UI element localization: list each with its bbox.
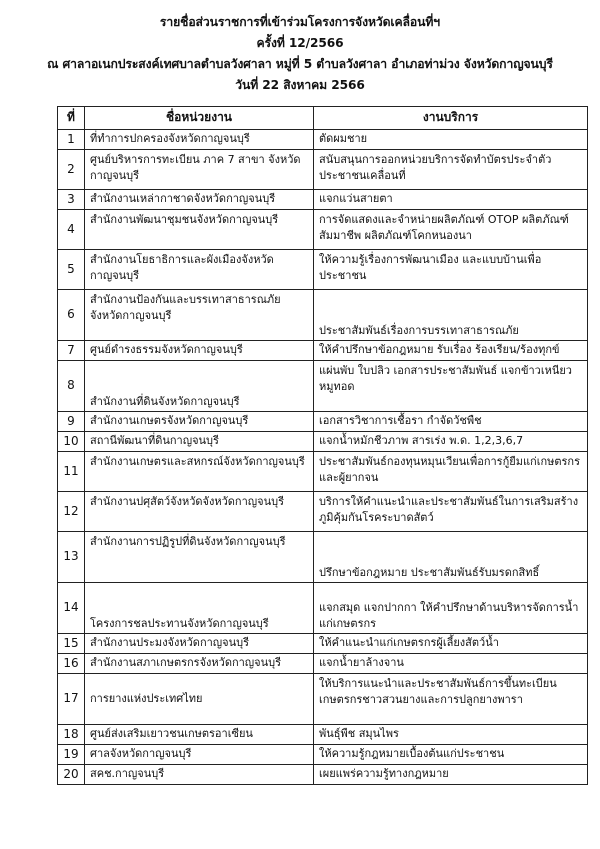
service-description: แจกสมุด แจกปากกา ให้คำปรึกษาด้านบริหารจัดการน้ำแก่เกษตรกร [314, 583, 588, 634]
agency-name: สำนักงานเกษตรจังหวัดกาญจนบุรี [85, 412, 314, 432]
row-number: 11 [58, 452, 85, 492]
agency-name: สคช.กาญจนบุรี [85, 765, 314, 785]
service-description: ให้คำแนะนำแก่เกษตรกรผู้เลี้ยงสัตว์น้ำ [314, 634, 588, 654]
row-number: 12 [58, 492, 85, 532]
row-number: 18 [58, 725, 85, 745]
service-description: แผ่นพับ ใบปลิว เอกสารประชาสัมพันธ์ แจกข้าวเหนียวหมูทอด [314, 361, 588, 412]
row-number: 2 [58, 150, 85, 190]
column-header-agency: ชื่อหน่วยงาน [85, 107, 314, 130]
row-number: 20 [58, 765, 85, 785]
agency-name: ที่ทำการปกครองจังหวัดกาญจนบุรี [85, 130, 314, 150]
table-row [58, 765, 588, 785]
heading-date: วันที่ 22 สิงหาคม 2566 [235, 78, 365, 92]
service-description: ให้ความรู้เรื่องการพัฒนาเมือง และแบบบ้านเพื่อประชาชน [314, 250, 588, 290]
row-number: 5 [58, 250, 85, 290]
service-description: ประชาสัมพันธ์กองทุนหมุนเวียนเพื่อการกู้ยืมแก่เกษตรกรและผู้ยากจน [314, 452, 588, 492]
row-number: 7 [58, 341, 85, 361]
row-number: 16 [58, 654, 85, 674]
service-description: ตัดผมชาย [314, 130, 588, 150]
service-description: เผยแพร่ความรู้ทางกฎหมาย [314, 765, 588, 785]
agency-name: สำนักงานประมงจังหวัดกาญจนบุรี [85, 634, 314, 654]
agency-name: ศูนย์ส่งเสริมเยาวชนเกษตรอาเซียน [85, 725, 314, 745]
agency-name: สำนักงานป้องกันและบรรเทาสาธารณภัยจังหวัดกาญจนบุรี [85, 290, 314, 341]
service-description: การจัดแสดงและจำหน่ายผลิตภัณฑ์ OTOP ผลิตภัณฑ์สัมมาชีพ ผลิตภัณฑ์โคกหนองนา [314, 210, 588, 250]
service-description: ให้ความรู้กฎหมายเบื้องต้นแก่ประชาชน [314, 745, 588, 765]
row-number: 19 [58, 745, 85, 765]
table-row [58, 654, 588, 674]
column-header-service: งานบริการ [314, 107, 588, 130]
service-description: แจกแว่นสายตา [314, 190, 588, 210]
table-row [58, 130, 588, 150]
table-row [58, 361, 588, 412]
table-header-row [58, 107, 588, 130]
service-description: ให้บริการแนะนำและประชาสัมพันธ์การขึ้นทะเบียนเกษตรกรชาวสวนยางและการปลูกยางพารา [314, 674, 588, 725]
heading-session: ครั้งที่ 12/2566 [256, 36, 344, 50]
row-number: 4 [58, 210, 85, 250]
agency-name: สำนักงานโยธาธิการและผังเมืองจังหวัดกาญจนบุรี [85, 250, 314, 290]
service-description: เอกสารวิชาการเชื้อรา กำจัดวัชพืช [314, 412, 588, 432]
agency-name: สำนักงานที่ดินจังหวัดกาญจนบุรี [85, 361, 314, 412]
row-number: 13 [58, 532, 85, 583]
table-row [58, 745, 588, 765]
service-description: ประชาสัมพันธ์เรื่องการบรรเทาสาธารณภัย [314, 290, 588, 341]
service-description: ให้คำปรึกษาข้อกฎหมาย รับเรื่อง ร้องเรียน/ร้องทุกข์ [314, 341, 588, 361]
service-description: แจกน้ำยาล้างจาน [314, 654, 588, 674]
service-description: บริการให้คำแนะนำและประชาสัมพันธ์ในการเสริมสร้างภูมิคุ้มกันโรคระบาดสัตว์ [314, 492, 588, 532]
table-row [58, 210, 588, 250]
column-header-number: ที่ [58, 107, 85, 130]
table-row [58, 412, 588, 432]
agency-name: สำนักงานสภาเกษตรกรจังหวัดกาญจนบุรี [85, 654, 314, 674]
table-row [58, 452, 588, 492]
table-row [58, 634, 588, 654]
agency-name: สำนักงานการปฏิรูปที่ดินจังหวัดกาญจนบุรี [85, 532, 314, 583]
table-row [58, 492, 588, 532]
agency-name: สำนักงานปศุสัตว์จังหวัดจังหวัดกาญจนบุรี [85, 492, 314, 532]
row-number: 14 [58, 583, 85, 634]
heading-title: รายชื่อส่วนราชการที่เข้าร่วมโครงการจังหวัดเคลื่อนที่ฯ [159, 15, 441, 29]
document-heading [0, 12, 600, 96]
row-number: 3 [58, 190, 85, 210]
table-row [58, 532, 588, 583]
agency-service-table [57, 106, 588, 785]
heading-venue: ณ ศาลาอเนกประสงค์เทศบาลตำบลวังศาลา หมู่ที่ 5 ตำบลวังศาลา อำเภอท่าม่วง จังหวัดกาญจนบุรี [47, 57, 553, 71]
table-row [58, 190, 588, 210]
agency-name: โครงการชลประทานจังหวัดกาญจนบุรี [85, 583, 314, 634]
agency-name: การยางแห่งประเทศไทย [85, 674, 314, 725]
service-description: แจกน้ำหมักชีวภาพ สารเร่ง พ.ด. 1,2,3,6,7 [314, 432, 588, 452]
row-number: 9 [58, 412, 85, 432]
row-number: 15 [58, 634, 85, 654]
table-row [58, 290, 588, 341]
agency-name: ศาลจังหวัดกาญจนบุรี [85, 745, 314, 765]
row-number: 1 [58, 130, 85, 150]
agency-name: ศูนย์ดำรงธรรมจังหวัดกาญจนบุรี [85, 341, 314, 361]
row-number: 8 [58, 361, 85, 412]
table-row [58, 341, 588, 361]
agency-name: สำนักงานเกษตรและสหกรณ์จังหวัดกาญจนบุรี [85, 452, 314, 492]
agency-name: สำนักงานพัฒนาชุมชนจังหวัดกาญจนบุรี [85, 210, 314, 250]
table-row [58, 150, 588, 190]
agency-name: สำนักงานเหล่ากาชาดจังหวัดกาญจนบุรี [85, 190, 314, 210]
table-row [58, 674, 588, 725]
service-description: ปรึกษาข้อกฎหมาย ประชาสัมพันธ์รับมรดกสิทธิ์ [314, 532, 588, 583]
table-row [58, 725, 588, 745]
agency-name: ศูนย์บริหารการทะเบียน ภาค 7 สาขา จังหวัดกาญจนบุรี [85, 150, 314, 190]
row-number: 17 [58, 674, 85, 725]
service-description: พันธุ์พืช สมุนไพร [314, 725, 588, 745]
row-number: 10 [58, 432, 85, 452]
table-row [58, 250, 588, 290]
table-row [58, 583, 588, 634]
table-row [58, 432, 588, 452]
service-description: สนับสนุนการออกหน่วยบริการจัดทำบัตรประจำตัวประชาชนเคลื่อนที่ [314, 150, 588, 190]
agency-name: สถานีพัฒนาที่ดินกาญจนบุรี [85, 432, 314, 452]
row-number: 6 [58, 290, 85, 341]
